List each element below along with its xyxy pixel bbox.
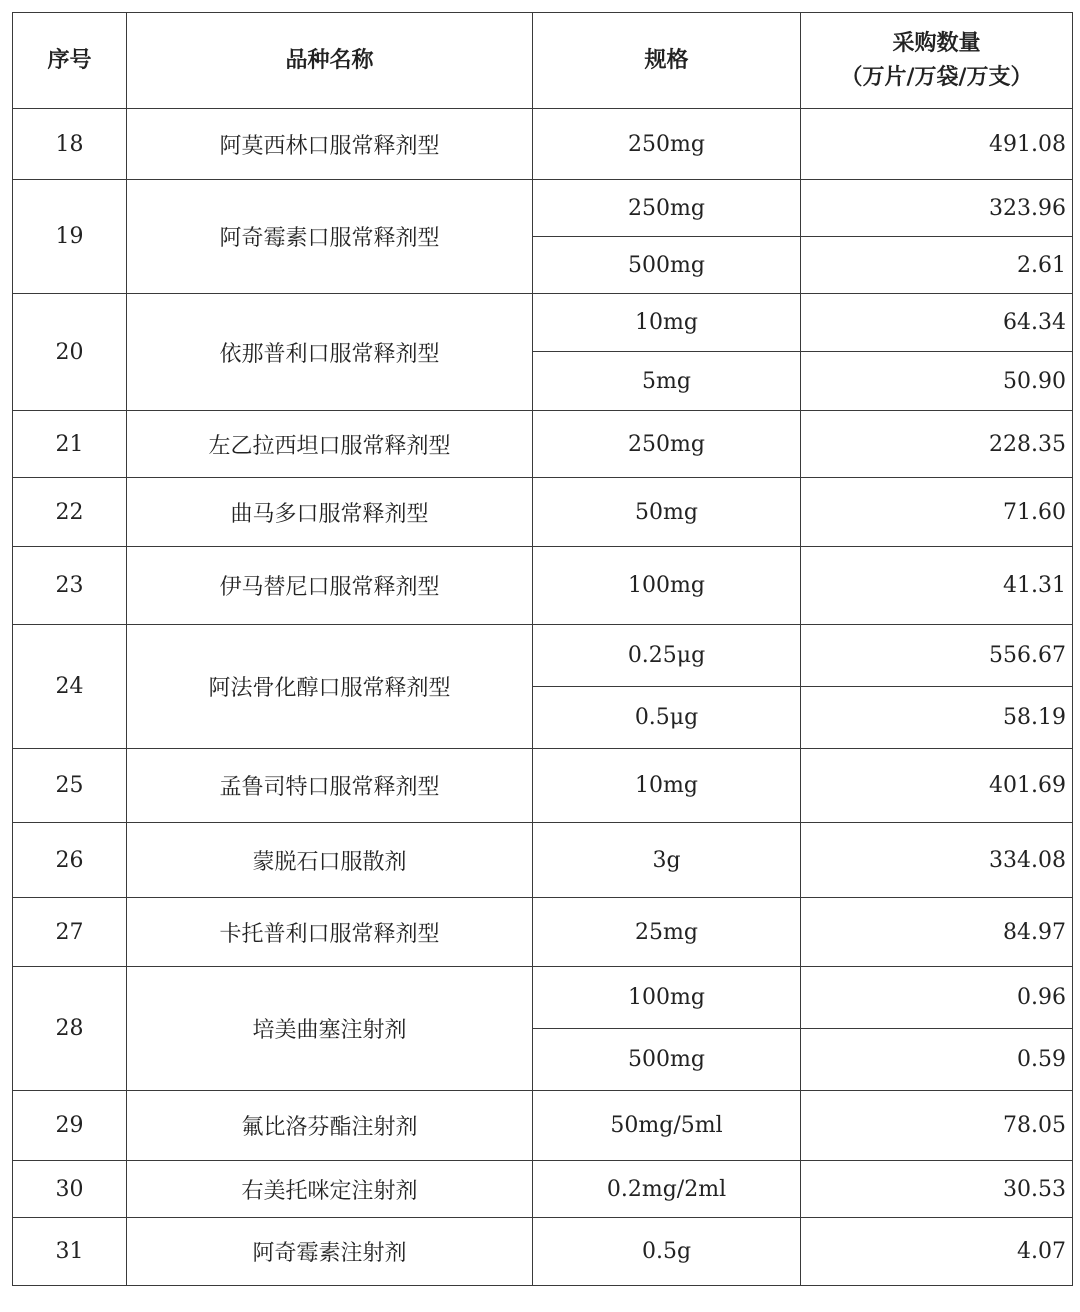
table-row — [13, 478, 1073, 547]
row-name: 培美曲塞注射剂 — [127, 967, 533, 1091]
row-spec: 3g — [533, 823, 801, 898]
table-row — [13, 625, 1073, 687]
row-spec: 250mg — [533, 411, 801, 478]
row-spec: 500mg — [533, 1029, 801, 1091]
table-row — [13, 294, 1073, 352]
row-no: 20 — [13, 294, 127, 411]
row-name: 阿奇霉素注射剂 — [127, 1218, 533, 1286]
row-qty: 2.61 — [801, 237, 1073, 294]
row-qty: 58.19 — [801, 687, 1073, 749]
row-name: 曲马多口服常释剂型 — [127, 478, 533, 547]
row-name: 卡托普利口服常释剂型 — [127, 898, 533, 967]
row-no: 22 — [13, 478, 127, 547]
table-row — [13, 1218, 1073, 1286]
row-no: 25 — [13, 749, 127, 823]
row-spec: 0.5μg — [533, 687, 801, 749]
row-name: 依那普利口服常释剂型 — [127, 294, 533, 411]
row-name: 蒙脱石口服散剂 — [127, 823, 533, 898]
row-name: 右美托咪定注射剂 — [127, 1161, 533, 1218]
row-qty: 4.07 — [801, 1218, 1073, 1286]
row-qty: 84.97 — [801, 898, 1073, 967]
row-spec: 250mg — [533, 180, 801, 237]
table-row — [13, 898, 1073, 967]
row-qty: 334.08 — [801, 823, 1073, 898]
header-no: 序号 — [13, 13, 127, 109]
row-qty: 491.08 — [801, 109, 1073, 180]
row-spec: 0.2mg/2ml — [533, 1161, 801, 1218]
row-name: 阿法骨化醇口服常释剂型 — [127, 625, 533, 749]
row-spec: 10mg — [533, 294, 801, 352]
row-spec: 5mg — [533, 352, 801, 411]
row-no: 24 — [13, 625, 127, 749]
row-qty: 323.96 — [801, 180, 1073, 237]
row-spec: 25mg — [533, 898, 801, 967]
row-name: 阿莫西林口服常释剂型 — [127, 109, 533, 180]
row-qty: 556.67 — [801, 625, 1073, 687]
row-spec: 50mg — [533, 478, 801, 547]
header-qty-title: 采购数量 — [892, 30, 981, 56]
table-row — [13, 1091, 1073, 1161]
header-qty-unit: （万片/万袋/万支） — [840, 64, 1033, 90]
row-qty: 78.05 — [801, 1091, 1073, 1161]
row-spec: 100mg — [533, 967, 801, 1029]
header-spec: 规格 — [533, 13, 801, 109]
row-name: 氟比洛芬酯注射剂 — [127, 1091, 533, 1161]
table-row — [13, 109, 1073, 180]
row-qty: 71.60 — [801, 478, 1073, 547]
row-no: 23 — [13, 547, 127, 625]
row-qty: 30.53 — [801, 1161, 1073, 1218]
header-row — [13, 13, 1073, 109]
table-row — [13, 1161, 1073, 1218]
table-row — [13, 547, 1073, 625]
row-spec: 250mg — [533, 109, 801, 180]
row-no: 21 — [13, 411, 127, 478]
table-row — [13, 180, 1073, 237]
header-name: 品种名称 — [127, 13, 533, 109]
row-qty: 64.34 — [801, 294, 1073, 352]
row-no: 30 — [13, 1161, 127, 1218]
row-spec: 0.25μg — [533, 625, 801, 687]
row-name: 左乙拉西坦口服常释剂型 — [127, 411, 533, 478]
row-no: 19 — [13, 180, 127, 294]
row-no: 31 — [13, 1218, 127, 1286]
header-qty — [801, 13, 1073, 109]
row-no: 26 — [13, 823, 127, 898]
row-no: 18 — [13, 109, 127, 180]
table-row — [13, 967, 1073, 1029]
row-spec: 50mg/5ml — [533, 1091, 801, 1161]
row-qty: 50.90 — [801, 352, 1073, 411]
procurement-table — [12, 12, 1073, 1286]
row-spec: 500mg — [533, 237, 801, 294]
row-qty: 41.31 — [801, 547, 1073, 625]
row-qty: 401.69 — [801, 749, 1073, 823]
row-no: 29 — [13, 1091, 127, 1161]
row-qty: 0.59 — [801, 1029, 1073, 1091]
row-name: 伊马替尼口服常释剂型 — [127, 547, 533, 625]
row-spec: 0.5g — [533, 1218, 801, 1286]
row-name: 孟鲁司特口服常释剂型 — [127, 749, 533, 823]
row-spec: 10mg — [533, 749, 801, 823]
table-row — [13, 411, 1073, 478]
row-qty: 228.35 — [801, 411, 1073, 478]
row-no: 28 — [13, 967, 127, 1091]
row-no: 27 — [13, 898, 127, 967]
row-spec: 100mg — [533, 547, 801, 625]
table-row — [13, 749, 1073, 823]
row-name: 阿奇霉素口服常释剂型 — [127, 180, 533, 294]
table-row — [13, 823, 1073, 898]
row-qty: 0.96 — [801, 967, 1073, 1029]
